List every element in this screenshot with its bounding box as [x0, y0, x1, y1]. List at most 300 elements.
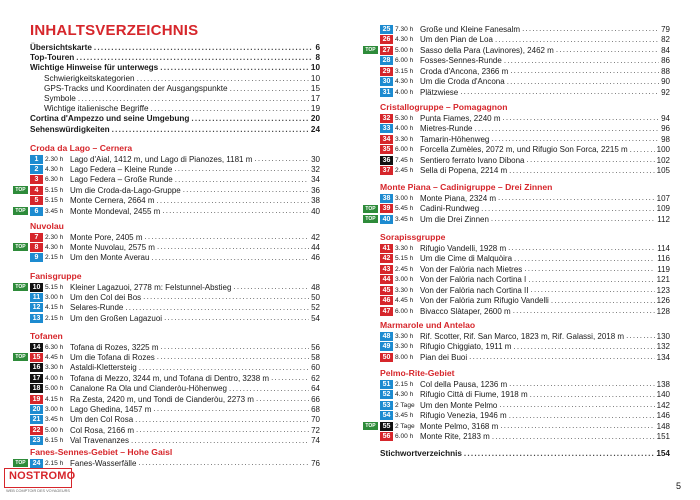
toc-line[interactable]: [30, 125, 320, 135]
tour-number-badge: 22: [30, 426, 43, 435]
tour-duration: 7.30 h: [395, 25, 414, 33]
tour-duration: 4.30 h: [395, 391, 414, 398]
tour-title: Um die Drei Zinnen: [420, 214, 489, 224]
tour-title: Lago Federa – Kleine Runde: [70, 164, 173, 174]
tour-number-badge: 1: [30, 155, 43, 164]
page-ref: 128: [656, 306, 670, 316]
tour-title: Kleiner Lagazuoi, 2778 m: Felstunnel-Abstieg: [70, 282, 232, 292]
page-ref: 114: [657, 243, 670, 253]
tour-duration: 5.00 h: [395, 46, 414, 54]
toc-entry[interactable]: [380, 379, 670, 389]
dot-leader: [528, 275, 654, 285]
tour-number-badge: 45: [380, 286, 393, 295]
page-ref: 6: [315, 43, 320, 52]
tour-title: Monte Cernera, 2664 m: [70, 196, 155, 206]
section-heading: Tofanen: [30, 331, 63, 341]
tour-number-badge: 47: [380, 307, 393, 316]
toc-line-text: Symbole: [44, 94, 76, 103]
toc-entry[interactable]: [380, 432, 670, 442]
tour-number-badge: 24: [30, 459, 43, 468]
tour-duration: 2.15 h: [45, 314, 64, 322]
dot-leader: [491, 134, 659, 144]
dot-leader: [161, 342, 310, 352]
page-ref: 140: [656, 390, 670, 399]
tour-title: Canalone Ra Ola und Cianderòu-Höhenweg: [70, 384, 227, 394]
page-ref: 134: [656, 352, 670, 362]
dot-leader: [153, 404, 309, 414]
dot-leader: [500, 421, 654, 431]
toc-entry[interactable]: [30, 175, 320, 185]
dot-leader: [230, 84, 309, 94]
tour-duration: 4.15 h: [45, 304, 64, 312]
toc-entry[interactable]: [30, 253, 320, 263]
dot-leader: [138, 458, 309, 468]
toc-entry[interactable]: [30, 292, 320, 302]
tour-duration: 6.00 h: [395, 146, 414, 153]
page-ref: 102: [656, 155, 670, 165]
page-ref: 42: [311, 232, 320, 242]
page-ref: 142: [656, 400, 670, 410]
tour-title: Sella di Popena, 2214 m: [420, 166, 508, 175]
toc-entry[interactable]: [15, 242, 320, 252]
tour-number-badge: 9: [30, 253, 43, 262]
section-heading: Pelmo-Rite-Gebiet: [380, 368, 455, 378]
page-ref: 46: [311, 253, 320, 263]
tour-duration: 8.00 h: [395, 353, 414, 361]
top-tour-badge: TOP: [13, 353, 28, 361]
page-ref: 19: [310, 104, 320, 114]
dot-leader: [94, 43, 314, 53]
tour-number-badge: 50: [380, 353, 393, 362]
page-ref: 36: [311, 185, 320, 195]
toc-line[interactable]: [30, 94, 320, 104]
toc-entry[interactable]: [380, 87, 670, 97]
page-ref: 146: [656, 411, 670, 420]
dot-leader: [499, 400, 654, 410]
tour-number-badge: 41: [380, 244, 393, 253]
tour-duration: 4.00 h: [45, 374, 64, 382]
tour-title: Tamarin-Höhenweg: [420, 134, 490, 144]
toc-line-text: Wichtige Hinweise für unterwegs: [30, 63, 159, 73]
page-ref: 88: [661, 66, 670, 76]
top-tour-badge: TOP: [13, 243, 28, 251]
dot-leader: [556, 45, 659, 55]
tour-duration: 2.15 h: [45, 254, 64, 262]
tour-title: Col Rosa, 2166 m: [70, 425, 135, 435]
tour-duration: 5.30 h: [395, 114, 414, 122]
section-heading: Fanisgruppe: [30, 271, 82, 281]
toc-line-text: Sehenswürdigkeiten: [30, 124, 110, 134]
tour-number-badge: 35: [380, 145, 393, 154]
tour-duration: 2.45 h: [395, 265, 414, 273]
dot-leader: [125, 303, 309, 313]
toc-entry[interactable]: [30, 154, 320, 164]
dot-leader: [474, 124, 659, 134]
tour-duration: 4.30 h: [45, 243, 64, 251]
tour-number-badge: 17: [30, 374, 43, 383]
tour-duration: 4.30 h: [395, 78, 414, 85]
tour-duration: 3.30 h: [395, 332, 414, 340]
toc-entry[interactable]: [380, 275, 670, 285]
dot-leader: [112, 125, 309, 135]
dot-leader: [162, 206, 309, 216]
page-ref: 116: [657, 254, 670, 263]
tour-duration: 2 Tage: [395, 401, 415, 409]
page-ref: 17: [310, 94, 320, 103]
dot-leader: [139, 363, 309, 373]
tour-duration: 4.00 h: [395, 88, 414, 96]
tour-title: Col della Pausa, 1236 m: [420, 379, 508, 389]
tour-number-badge: 56: [380, 432, 393, 441]
tour-duration: 2.15 h: [395, 380, 414, 388]
dot-leader: [160, 63, 309, 73]
page-ref: 84: [661, 45, 670, 55]
dot-leader: [151, 104, 309, 114]
tour-title: Punta Fiames, 2240 m: [420, 113, 501, 123]
tour-duration: 3.45 h: [45, 416, 64, 424]
tour-title: Monte Rite, 2183 m: [420, 432, 490, 441]
toc-entry[interactable]: [30, 342, 320, 352]
tour-number-badge: 13: [30, 314, 43, 323]
toc-line-text: GPS-Tracks und Koordinaten der Ausgangspunkte: [44, 83, 228, 93]
toc-entry[interactable]: [365, 45, 670, 55]
dot-leader: [527, 155, 655, 165]
tour-title: Um den Pian de Loa: [420, 35, 493, 44]
tour-title: Selares-Runde: [70, 303, 124, 313]
page-ref: 119: [657, 264, 670, 274]
tour-title: Cadini-Rundweg: [420, 204, 480, 213]
tour-title: Tofana di Mezzo, 3244 m, und Tofana di Dentro, 3238 m: [70, 373, 270, 383]
tour-title: Monte Nuvolau, 2575 m: [70, 242, 155, 252]
nostromo-logo: [4, 468, 76, 496]
page-ref: 96: [661, 124, 670, 133]
dot-leader: [271, 373, 309, 383]
toc-entry[interactable]: [380, 193, 670, 203]
tour-duration: 6.30 h: [45, 343, 64, 351]
page-ref: 86: [661, 56, 670, 65]
dot-leader: [626, 331, 655, 341]
dot-leader: [256, 394, 309, 404]
page-ref: 34: [311, 175, 320, 185]
tour-number-badge: 36: [380, 156, 393, 165]
toc-entry[interactable]: [15, 185, 320, 195]
toc-line-text: Übersichtskarte: [30, 43, 92, 52]
tour-number-badge: 4: [30, 186, 43, 195]
dot-leader: [136, 425, 309, 435]
tour-number-badge: 32: [380, 114, 393, 123]
tour-number-badge: 33: [380, 124, 393, 133]
dot-leader: [137, 74, 309, 84]
page-title: INHALTSVERZEICHNIS: [30, 22, 199, 39]
tour-title: Rif. Scotter, Rif. San Marco, 1823 m, Rif. Galassi, 2018 m: [420, 331, 625, 341]
page-ref: 24: [310, 124, 320, 134]
toc-line-text: Schwierigkeitskategorien: [44, 73, 135, 83]
tour-duration: 5.15 h: [45, 283, 64, 291]
tour-duration: 2.30 h: [45, 233, 64, 241]
dot-leader: [530, 390, 655, 400]
tour-title: Lago d'Aial, 1412 m, und Lago di Pianozes, 1181 m: [70, 154, 253, 164]
tour-duration: 6.00 h: [395, 433, 414, 440]
tour-number-badge: 20: [30, 405, 43, 414]
section-heading: Monte Piana – Cadinigruppe – Drei Zinnen: [380, 182, 553, 192]
dot-leader: [522, 24, 659, 34]
tour-number-badge: 53: [380, 401, 393, 410]
tour-title: Monte Piana, 2324 m: [420, 193, 497, 203]
tour-title: Rifugio Chiggiato, 1911 m: [420, 342, 512, 351]
toc-line[interactable]: [30, 43, 320, 53]
dot-leader: [510, 66, 659, 76]
tour-duration: 6.00 h: [395, 307, 414, 315]
tour-number-badge: 55: [380, 422, 393, 431]
tour-title: Von der Falòria zum Rifugio Vandelli: [420, 296, 549, 305]
dot-leader: [507, 77, 659, 87]
page-ref: 54: [311, 313, 320, 323]
top-tour-badge: TOP: [363, 205, 378, 213]
toc-entry[interactable]: [380, 306, 670, 316]
dot-leader: [508, 243, 655, 253]
dot-leader: [491, 214, 655, 224]
toc-entry[interactable]: [380, 285, 670, 295]
toc-entry[interactable]: [365, 421, 670, 431]
tour-title: Rifugio Vandelli, 1928 m: [420, 243, 507, 253]
toc-entry[interactable]: [30, 164, 320, 174]
page-ref: 62: [311, 373, 320, 383]
tour-duration: 3.30 h: [45, 364, 64, 372]
tour-duration: 3.00 h: [395, 276, 414, 283]
logo-frame: [4, 468, 76, 488]
page-ref: 72: [311, 425, 320, 435]
tour-number-badge: 28: [380, 56, 393, 65]
tour-duration: 5.00 h: [45, 426, 64, 434]
tour-number-badge: 39: [380, 204, 393, 213]
toc-entry[interactable]: [365, 204, 670, 214]
toc-line[interactable]: [30, 114, 320, 124]
tour-number-badge: 49: [380, 342, 393, 351]
toc-entry[interactable]: [380, 390, 670, 400]
page-ref: 148: [656, 421, 670, 431]
toc-entry[interactable]: [380, 352, 670, 362]
toc-entry[interactable]: [380, 113, 670, 123]
tour-title: Um den Monte Averau: [70, 253, 150, 263]
dot-leader: [157, 352, 309, 362]
toc-entry[interactable]: [30, 363, 320, 373]
toc-entry[interactable]: [15, 352, 320, 362]
page-ref: 123: [656, 285, 670, 295]
section-heading: Cristallogruppe – Pomagagnon: [380, 102, 508, 112]
dot-leader: [191, 114, 309, 124]
tour-title: Von der Falòria nach Cortina II: [420, 285, 529, 295]
tour-title: Monte Pore, 2405 m: [70, 232, 143, 242]
tour-title: Rifugio Città di Fiume, 1918 m: [420, 390, 528, 399]
tour-number-badge: 40: [380, 215, 393, 224]
tour-number-badge: 52: [380, 390, 393, 399]
tour-duration: 5.15 h: [45, 197, 64, 205]
toc-entry[interactable]: [380, 35, 670, 45]
page-ref: 90: [661, 77, 670, 86]
tour-duration: 7.45 h: [395, 156, 414, 164]
tour-title: Plätzwiese: [420, 87, 459, 97]
toc-entry[interactable]: [380, 254, 670, 264]
toc-entry[interactable]: [30, 436, 320, 446]
dot-leader: [174, 164, 309, 174]
page-ref: 105: [656, 166, 670, 175]
section-heading: Sorapissgruppe: [380, 232, 446, 242]
dot-leader: [144, 232, 309, 242]
dot-leader: [460, 87, 659, 97]
dot-leader: [481, 204, 654, 214]
toc-entry[interactable]: [30, 373, 320, 383]
tour-title: Fanes-Wasserfälle: [70, 458, 137, 468]
toc-entry[interactable]: [30, 384, 320, 394]
toc-entry[interactable]: [30, 425, 320, 435]
page-ref: 132: [656, 342, 670, 351]
tour-duration: 6.30 h: [45, 176, 64, 184]
tour-title: Monte Mondeval, 2455 m: [70, 206, 161, 216]
toc-entry[interactable]: [380, 400, 670, 410]
toc-entry[interactable]: [380, 56, 670, 66]
dot-leader: [514, 254, 655, 264]
tour-duration: 5.15 h: [45, 186, 64, 194]
dot-leader: [495, 35, 659, 45]
toc-entry[interactable]: [380, 411, 670, 421]
tour-title: Pian dei Buoi: [420, 352, 468, 362]
dot-leader: [504, 56, 659, 66]
page-ref: 10: [310, 63, 320, 73]
toc-entry[interactable]: [30, 404, 320, 414]
tour-duration: 4.15 h: [45, 395, 64, 403]
section-heading: Marmarole und Antelao: [380, 320, 476, 330]
toc-line[interactable]: [30, 84, 320, 94]
toc-entry[interactable]: [380, 155, 670, 165]
tour-number-badge: 29: [380, 67, 393, 76]
toc-entry[interactable]: [380, 77, 670, 87]
tour-title: Um die Croda-da-Lago-Gruppe: [70, 185, 181, 195]
top-tour-badge: TOP: [13, 207, 28, 215]
tour-duration: 4.45 h: [45, 353, 64, 361]
dot-leader: [464, 449, 654, 459]
tour-title: Um die Tofana di Rozes: [70, 352, 155, 362]
page-ref: 98: [661, 134, 670, 144]
toc-line[interactable]: [30, 104, 320, 114]
toc-entry[interactable]: [380, 331, 670, 341]
dot-leader: [498, 193, 655, 203]
tour-number-badge: 48: [380, 332, 393, 341]
tour-number-badge: 44: [380, 275, 393, 284]
toc-entry[interactable]: [30, 415, 320, 425]
tour-duration: 4.45 h: [395, 297, 414, 304]
toc-entry[interactable]: [380, 124, 670, 134]
toc-line-index[interactable]: [380, 449, 670, 459]
tour-title: Große und Kleine Fanesalm: [420, 24, 521, 34]
toc-line[interactable]: [30, 53, 320, 63]
tour-number-badge: 14: [30, 343, 43, 352]
dot-leader: [175, 175, 309, 185]
toc-entry[interactable]: [380, 145, 670, 155]
dot-leader: [502, 113, 659, 123]
tour-number-badge: 46: [380, 296, 393, 305]
toc-entry[interactable]: [30, 196, 320, 206]
page-ref: 8: [315, 53, 320, 63]
toc-entry[interactable]: [15, 282, 320, 292]
dot-leader: [183, 185, 309, 195]
page-ref: 66: [311, 394, 320, 404]
page-ref: 30: [311, 154, 320, 164]
tour-number-badge: 16: [30, 363, 43, 372]
tour-title: Tofana di Rozes, 3225 m: [70, 342, 159, 352]
toc-line[interactable]: [30, 63, 320, 73]
tour-duration: 6.00 h: [395, 57, 414, 64]
tour-title: Lago Federa – Große Runde: [70, 175, 173, 185]
dot-leader: [492, 432, 655, 442]
toc-line-text: Cortina d'Ampezzo und seine Umgebung: [30, 114, 190, 124]
tour-title: Rifugio Venezia, 1946 m: [420, 411, 507, 420]
dot-leader: [157, 242, 309, 252]
dot-leader: [509, 411, 655, 421]
tour-number-badge: 18: [30, 384, 43, 393]
tour-duration: 3.45 h: [395, 412, 414, 419]
toc-entry[interactable]: [15, 458, 320, 468]
tour-title: Astaldi-Klettersteig: [70, 363, 137, 373]
tour-duration: 3.00 h: [395, 194, 414, 202]
dot-leader: [513, 306, 655, 316]
dot-leader: [157, 196, 310, 206]
page-ref: 130: [656, 331, 670, 341]
tour-duration: 2.45 h: [395, 167, 414, 174]
tour-title: Forcella Zumèles, 2072 m, und Rifugio Son Forca, 2215 m: [420, 145, 628, 154]
dot-leader: [524, 264, 655, 274]
dot-leader: [509, 379, 654, 389]
toc-entry[interactable]: [30, 303, 320, 313]
tour-number-badge: 5: [30, 196, 43, 205]
toc-entry[interactable]: [380, 166, 670, 176]
tour-number-badge: 26: [380, 35, 393, 44]
tour-title: Val Travenanzes: [70, 436, 129, 446]
toc-entry[interactable]: [380, 134, 670, 144]
tour-title: Ra Zesta, 2420 m, und Tondi de Cianderòu, 2273 m: [70, 394, 254, 404]
tour-number-badge: 8: [30, 243, 43, 252]
tour-number-badge: 2: [30, 165, 43, 174]
tour-duration: 3.45 h: [45, 207, 64, 215]
dot-leader: [551, 296, 655, 306]
tour-title: Bivacco Slàtaper, 2600 m: [420, 306, 511, 316]
dot-leader: [143, 292, 309, 302]
toc-line-text: Top-Touren: [30, 53, 75, 63]
tour-title: Croda d'Ancona, 2366 m: [420, 66, 509, 76]
page-ref: 70: [311, 415, 320, 425]
toc-entry[interactable]: [15, 206, 320, 216]
tour-number-badge: 11: [30, 293, 43, 302]
toc-entry[interactable]: [380, 264, 670, 274]
toc-entry[interactable]: [30, 232, 320, 242]
tour-title: Um den Großen Lagazuoi: [70, 313, 163, 323]
toc-line[interactable]: [30, 74, 320, 84]
toc-entry[interactable]: [30, 394, 320, 404]
toc-entry[interactable]: [380, 342, 670, 352]
tour-title: Sentiero ferrato Ivano Dibona: [420, 155, 525, 165]
tour-title: Um den Monte Pelmo: [420, 400, 498, 410]
toc-entry[interactable]: [30, 313, 320, 323]
page-ref: 92: [661, 87, 670, 97]
tour-number-badge: 51: [380, 380, 393, 389]
toc-entry[interactable]: [380, 296, 670, 306]
toc-entry[interactable]: [380, 243, 670, 253]
toc-line-text: Stichwortverzeichnis: [380, 449, 462, 458]
dot-leader: [469, 352, 654, 362]
tour-duration: 3.30 h: [395, 135, 414, 143]
toc-entry[interactable]: [380, 66, 670, 76]
toc-entry[interactable]: [380, 24, 670, 34]
toc-entry[interactable]: [365, 214, 670, 224]
